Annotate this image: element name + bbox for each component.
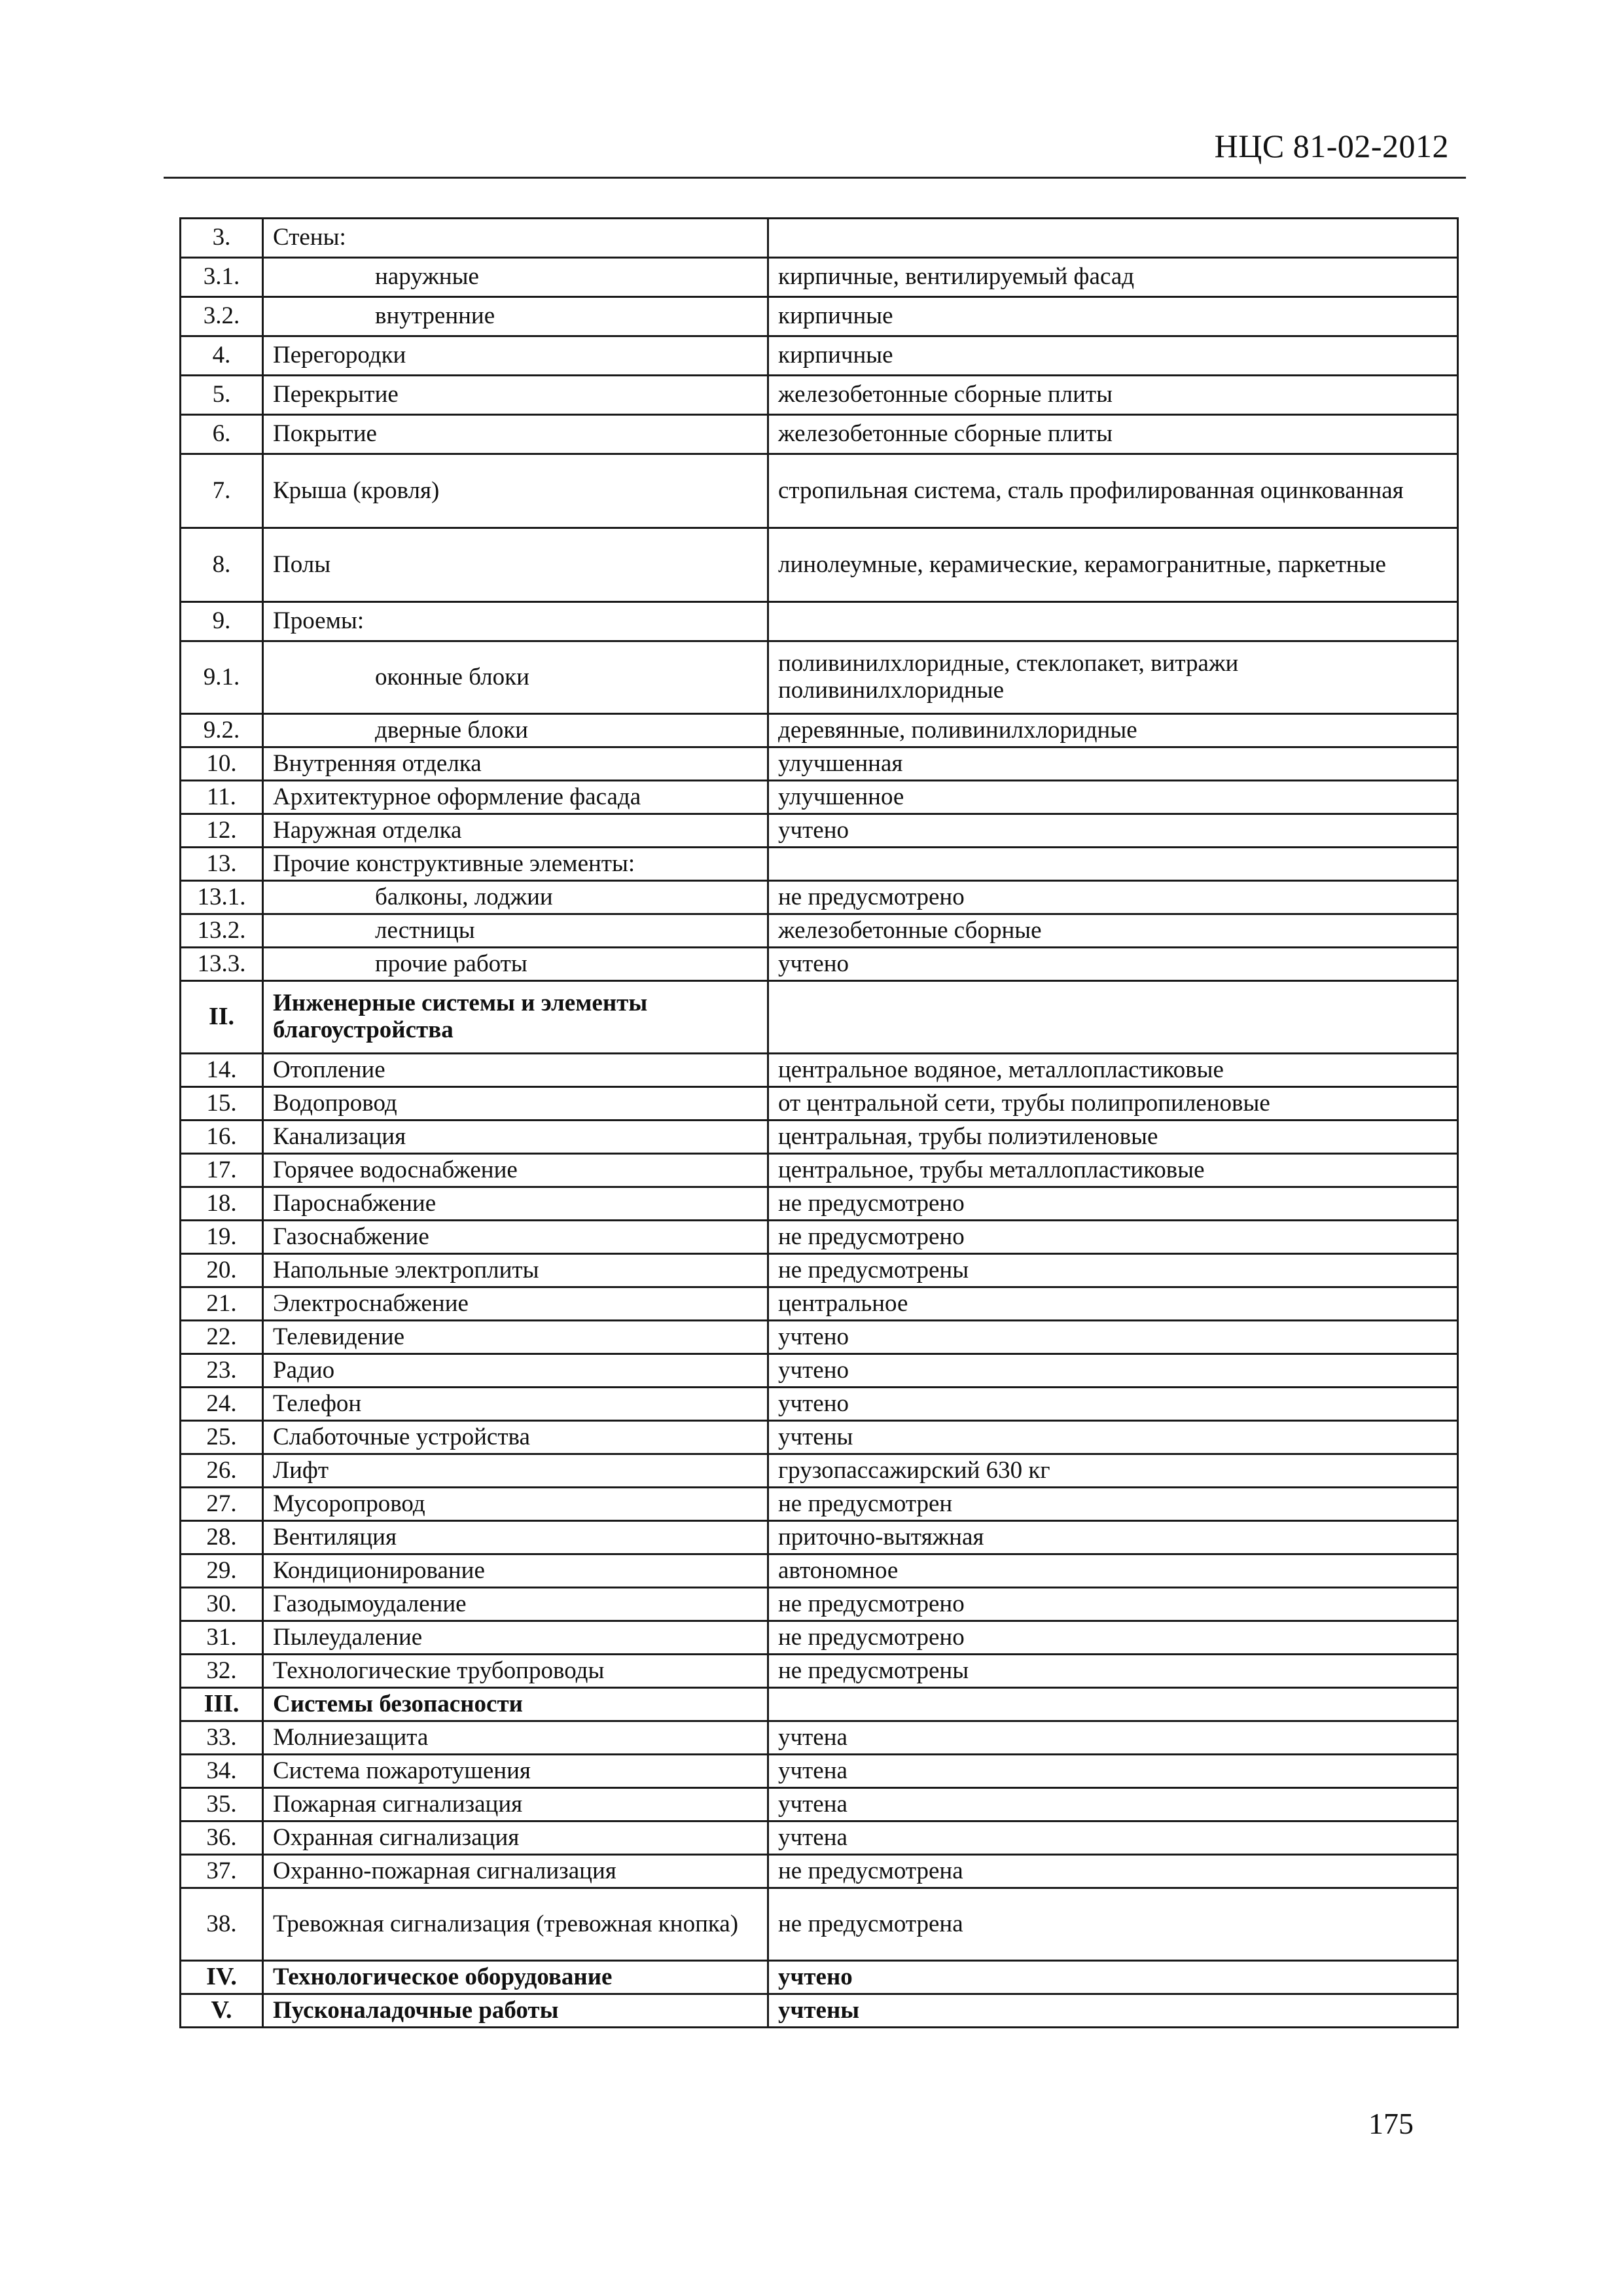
element-description: от центральной сети, трубы полипропиленовые — [768, 1087, 1458, 1121]
element-name: Проемы: — [263, 602, 768, 641]
element-description: учтено — [768, 1321, 1458, 1354]
table-row — [181, 1154, 1458, 1187]
element-name: Покрытие — [263, 415, 768, 454]
element-name: Водопровод — [263, 1087, 768, 1121]
row-number: 19. — [181, 1221, 263, 1254]
row-number: 3. — [181, 219, 263, 258]
table-row — [181, 1655, 1458, 1688]
element-name: Перегородки — [263, 336, 768, 376]
row-number: 25. — [181, 1421, 263, 1454]
element-description: улучшенное — [768, 781, 1458, 814]
table-row — [181, 219, 1458, 258]
table-row — [181, 1354, 1458, 1388]
row-number: 33. — [181, 1721, 263, 1755]
table-row — [181, 881, 1458, 914]
row-number: 17. — [181, 1154, 263, 1187]
row-number: 23. — [181, 1354, 263, 1388]
element-description: учтены — [768, 1994, 1458, 2028]
element-description: не предусмотрено — [768, 1621, 1458, 1655]
element-name: Внутренняя отделка — [263, 747, 768, 781]
row-number: 7. — [181, 454, 263, 528]
element-name: Системы безопасности — [263, 1688, 768, 1721]
element-description — [768, 848, 1458, 881]
table-row — [181, 1788, 1458, 1821]
row-number: 5. — [181, 376, 263, 415]
row-number: 37. — [181, 1855, 263, 1888]
element-name: Система пожаротушения — [263, 1755, 768, 1788]
table-row — [181, 1888, 1458, 1961]
element-description: не предусмотрено — [768, 1588, 1458, 1621]
element-description: стропильная система, сталь профилированная оцинкованная — [768, 454, 1458, 528]
element-description: улучшенная — [768, 747, 1458, 781]
element-description: учтена — [768, 1821, 1458, 1855]
element-description: учтено — [768, 814, 1458, 848]
element-name: Телефон — [263, 1388, 768, 1421]
element-name: наружные — [263, 258, 768, 297]
row-number: V. — [181, 1994, 263, 2028]
row-number: 8. — [181, 528, 263, 602]
table-row — [181, 376, 1458, 415]
document-code: НЦС 81-02-2012 — [1214, 128, 1449, 164]
table-row — [181, 848, 1458, 881]
table-row — [181, 1554, 1458, 1588]
element-name: Архитектурное оформление фасада — [263, 781, 768, 814]
element-description: автономное — [768, 1554, 1458, 1588]
row-number: 10. — [181, 747, 263, 781]
row-number: 29. — [181, 1554, 263, 1588]
row-number: IV. — [181, 1961, 263, 1994]
row-number: 12. — [181, 814, 263, 848]
element-name: балконы, лоджии — [263, 881, 768, 914]
element-description: учтено — [768, 1388, 1458, 1421]
element-name: Отопление — [263, 1054, 768, 1087]
table-row — [181, 641, 1458, 714]
element-name: Газодымоудаление — [263, 1588, 768, 1621]
element-description: железобетонные сборные — [768, 914, 1458, 948]
row-number: 20. — [181, 1254, 263, 1287]
row-number: 13.1. — [181, 881, 263, 914]
element-description: не предусмотрены — [768, 1254, 1458, 1287]
element-name: Пылеудаление — [263, 1621, 768, 1655]
row-number: 21. — [181, 1287, 263, 1321]
element-description: поливинилхлоридные, стеклопакет, витражи поливинилхлоридные — [768, 641, 1458, 714]
element-description: учтено — [768, 1961, 1458, 1994]
element-name: Тревожная сигнализация (тревожная кнопка) — [263, 1888, 768, 1961]
element-description: учтено — [768, 948, 1458, 981]
element-name: Технологические трубопроводы — [263, 1655, 768, 1688]
element-description — [768, 981, 1458, 1054]
element-name: Охранно-пожарная сигнализация — [263, 1855, 768, 1888]
specification-table-body — [181, 219, 1458, 2028]
row-number: 16. — [181, 1121, 263, 1154]
element-name: Перекрытие — [263, 376, 768, 415]
row-number: 3.2. — [181, 297, 263, 336]
element-description: железобетонные сборные плиты — [768, 376, 1458, 415]
table-row — [181, 1087, 1458, 1121]
row-number: 34. — [181, 1755, 263, 1788]
section-row — [181, 1961, 1458, 1994]
element-name: Технологическое оборудование — [263, 1961, 768, 1994]
table-row — [181, 528, 1458, 602]
specification-table — [179, 217, 1459, 2028]
element-name: Электроснабжение — [263, 1287, 768, 1321]
row-number: 27. — [181, 1488, 263, 1521]
table-row — [181, 1254, 1458, 1287]
element-description: приточно-вытяжная — [768, 1521, 1458, 1554]
element-name: Пожарная сигнализация — [263, 1788, 768, 1821]
element-name: лестницы — [263, 914, 768, 948]
element-description — [768, 219, 1458, 258]
table-row — [181, 258, 1458, 297]
element-name: Вентиляция — [263, 1521, 768, 1554]
row-number: 9. — [181, 602, 263, 641]
element-name: Кондиционирование — [263, 1554, 768, 1588]
element-name: оконные блоки — [263, 641, 768, 714]
element-description: центральная, трубы полиэтиленовые — [768, 1121, 1458, 1154]
row-number: II. — [181, 981, 263, 1054]
element-name: прочие работы — [263, 948, 768, 981]
row-number: 32. — [181, 1655, 263, 1688]
table-row — [181, 1588, 1458, 1621]
table-row — [181, 1821, 1458, 1855]
row-number: 24. — [181, 1388, 263, 1421]
row-number: 30. — [181, 1588, 263, 1621]
table-row — [181, 1388, 1458, 1421]
row-number: 3.1. — [181, 258, 263, 297]
row-number: 38. — [181, 1888, 263, 1961]
row-number: 36. — [181, 1821, 263, 1855]
row-number: 11. — [181, 781, 263, 814]
element-description: не предусмотрено — [768, 1221, 1458, 1254]
table-row — [181, 1054, 1458, 1087]
element-description: кирпичные, вентилируемый фасад — [768, 258, 1458, 297]
table-row — [181, 914, 1458, 948]
table-row — [181, 1421, 1458, 1454]
element-description — [768, 602, 1458, 641]
table-row — [181, 1621, 1458, 1655]
element-name: Стены: — [263, 219, 768, 258]
element-name: Прочие конструктивные элементы: — [263, 848, 768, 881]
page-number: 175 — [1368, 2107, 1414, 2140]
element-name: Напольные электроплиты — [263, 1254, 768, 1287]
element-name: внутренние — [263, 297, 768, 336]
table-row — [181, 336, 1458, 376]
element-description: учтено — [768, 1354, 1458, 1388]
table-row — [181, 1121, 1458, 1154]
table-row — [181, 1855, 1458, 1888]
element-description: кирпичные — [768, 297, 1458, 336]
element-name: Мусоропровод — [263, 1488, 768, 1521]
element-description — [768, 1688, 1458, 1721]
table-row — [181, 1488, 1458, 1521]
table-row — [181, 602, 1458, 641]
row-number: 13.2. — [181, 914, 263, 948]
table-row — [181, 1521, 1458, 1554]
element-description: не предусмотрен — [768, 1488, 1458, 1521]
table-row — [181, 1221, 1458, 1254]
element-description: учтена — [768, 1755, 1458, 1788]
element-description: центральное водяное, металлопластиковые — [768, 1054, 1458, 1087]
element-name: Полы — [263, 528, 768, 602]
element-description: центральное, трубы металлопластиковые — [768, 1154, 1458, 1187]
element-description: линолеумные, керамические, керамогранитные, паркетные — [768, 528, 1458, 602]
element-description: не предусмотрена — [768, 1855, 1458, 1888]
element-name: дверные блоки — [263, 714, 768, 747]
table-row — [181, 415, 1458, 454]
element-description: кирпичные — [768, 336, 1458, 376]
row-number: 26. — [181, 1454, 263, 1488]
table-row — [181, 1321, 1458, 1354]
row-number: III. — [181, 1688, 263, 1721]
row-number: 35. — [181, 1788, 263, 1821]
table-row — [181, 1187, 1458, 1221]
row-number: 9.1. — [181, 641, 263, 714]
element-description: не предусмотрено — [768, 1187, 1458, 1221]
document-header — [164, 124, 1466, 179]
row-number: 6. — [181, 415, 263, 454]
element-description: центральное — [768, 1287, 1458, 1321]
element-description: деревянные, поливинилхлоридные — [768, 714, 1458, 747]
element-description: учтены — [768, 1421, 1458, 1454]
element-name: Молниезащита — [263, 1721, 768, 1755]
element-name: Канализация — [263, 1121, 768, 1154]
element-name: Радио — [263, 1354, 768, 1388]
element-name: Горячее водоснабжение — [263, 1154, 768, 1187]
table-row — [181, 1755, 1458, 1788]
element-name: Наружная отделка — [263, 814, 768, 848]
table-row — [181, 948, 1458, 981]
row-number: 13. — [181, 848, 263, 881]
element-name: Пусконаладочные работы — [263, 1994, 768, 2028]
table-row — [181, 781, 1458, 814]
element-description: учтена — [768, 1721, 1458, 1755]
section-row — [181, 1688, 1458, 1721]
section-row — [181, 1994, 1458, 2028]
row-number: 31. — [181, 1621, 263, 1655]
section-row — [181, 981, 1458, 1054]
element-name: Инженерные системы и элементы благоустройства — [263, 981, 768, 1054]
table-row — [181, 1454, 1458, 1488]
table-row — [181, 1721, 1458, 1755]
table-row — [181, 814, 1458, 848]
table-row — [181, 297, 1458, 336]
table-row — [181, 714, 1458, 747]
element-description: не предусмотрены — [768, 1655, 1458, 1688]
row-number: 14. — [181, 1054, 263, 1087]
row-number: 15. — [181, 1087, 263, 1121]
row-number: 22. — [181, 1321, 263, 1354]
element-description: грузопассажирский 630 кг — [768, 1454, 1458, 1488]
element-name: Лифт — [263, 1454, 768, 1488]
row-number: 28. — [181, 1521, 263, 1554]
element-name: Крыша (кровля) — [263, 454, 768, 528]
row-number: 18. — [181, 1187, 263, 1221]
table-row — [181, 747, 1458, 781]
element-name: Газоснабжение — [263, 1221, 768, 1254]
element-name: Пароснабжение — [263, 1187, 768, 1221]
element-description: железобетонные сборные плиты — [768, 415, 1458, 454]
element-name: Слаботочные устройства — [263, 1421, 768, 1454]
row-number: 4. — [181, 336, 263, 376]
element-name: Телевидение — [263, 1321, 768, 1354]
element-name: Охранная сигнализация — [263, 1821, 768, 1855]
element-description: не предусмотрено — [768, 881, 1458, 914]
element-description: учтена — [768, 1788, 1458, 1821]
table-row — [181, 454, 1458, 528]
table-row — [181, 1287, 1458, 1321]
row-number: 9.2. — [181, 714, 263, 747]
element-description: не предусмотрена — [768, 1888, 1458, 1961]
row-number: 13.3. — [181, 948, 263, 981]
